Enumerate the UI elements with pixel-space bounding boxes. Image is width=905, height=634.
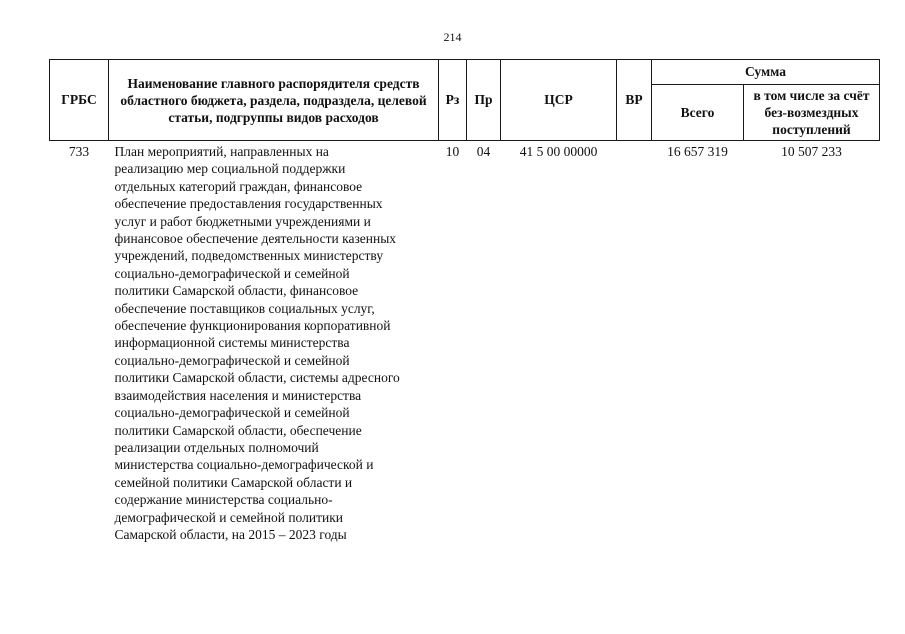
- budget-table: [49, 59, 880, 543]
- header-incl: в том числе за счёт без-возмездных поступлений: [744, 85, 880, 141]
- header-pr: Пр: [467, 60, 501, 141]
- header-csr: ЦСР: [501, 60, 617, 141]
- header-name: [109, 60, 439, 141]
- table-row: [50, 141, 880, 544]
- cell-incl: 10 507 233: [781, 144, 842, 159]
- header-rz: Рз: [439, 60, 467, 141]
- name-line: информационной системы министерства: [114, 335, 350, 351]
- name-line: отдельных категорий граждан, финансовое: [114, 178, 363, 194]
- name-line: социально-демографической и семейной: [114, 352, 350, 368]
- name-line: реализации отдельных полномочий: [114, 439, 319, 455]
- cell-name: [109, 141, 439, 544]
- name-line: взаимодействия населения и министерства: [114, 387, 362, 403]
- cell-rz: 10: [445, 144, 460, 159]
- name-line: социально-демографической и семейной: [114, 265, 350, 281]
- name-line: финансовое обеспечение деятельности казенных: [114, 231, 397, 247]
- table-body: [50, 141, 880, 544]
- name-line: социально-демографической и семейной: [114, 405, 350, 421]
- name-line: политики Самарской области, финансовое: [114, 283, 359, 299]
- name-line: политики Самарской области, обеспечение: [114, 422, 362, 438]
- cell-grbs: 733: [68, 144, 90, 159]
- name-line: политики Самарской области, системы адресного: [114, 370, 400, 386]
- name-line: услуг и работ бюджетными учреждениями и: [114, 213, 371, 229]
- name-line: План мероприятий, направленных на: [114, 144, 329, 159]
- header-sum: Сумма: [652, 60, 880, 85]
- name-line: обеспечение функционирования корпоративной: [114, 318, 391, 334]
- header-grbs: ГРБС: [50, 60, 109, 141]
- page-number: 214: [443, 30, 462, 44]
- table-header: [50, 60, 880, 141]
- name-line: обеспечение предоставления государственных: [114, 196, 383, 212]
- cell-csr: 41 5 00 00000: [519, 144, 598, 159]
- name-line: министерства социально-демографической и: [114, 457, 374, 473]
- cell-vr: [617, 141, 652, 544]
- name-line: учреждений, подведомственных министерству: [114, 248, 384, 264]
- cell-pr: 04: [476, 144, 491, 159]
- name-line: реализацию мер социальной поддержки: [114, 161, 346, 177]
- header-name-text: Наименование главного распорядителя средств областного бюджета, раздела, подраздела, целевой статьи, подгруппы видов расходов: [120, 75, 427, 125]
- name-line: содержание министерства социально-: [114, 492, 333, 508]
- cell-total: 16 657 319: [667, 144, 728, 159]
- header-total: Всего: [652, 85, 744, 141]
- budget-table-wrapper: [49, 59, 879, 543]
- name-line: Самарской области, на 2015 – 2023 годы: [114, 526, 347, 542]
- name-line: семейной политики Самарской области и: [114, 474, 353, 490]
- header-row-1: [50, 60, 880, 85]
- name-line: демографической и семейной политики: [114, 509, 343, 525]
- name-line: обеспечение поставщиков социальных услуг,: [114, 300, 375, 316]
- header-vr: ВР: [617, 60, 652, 141]
